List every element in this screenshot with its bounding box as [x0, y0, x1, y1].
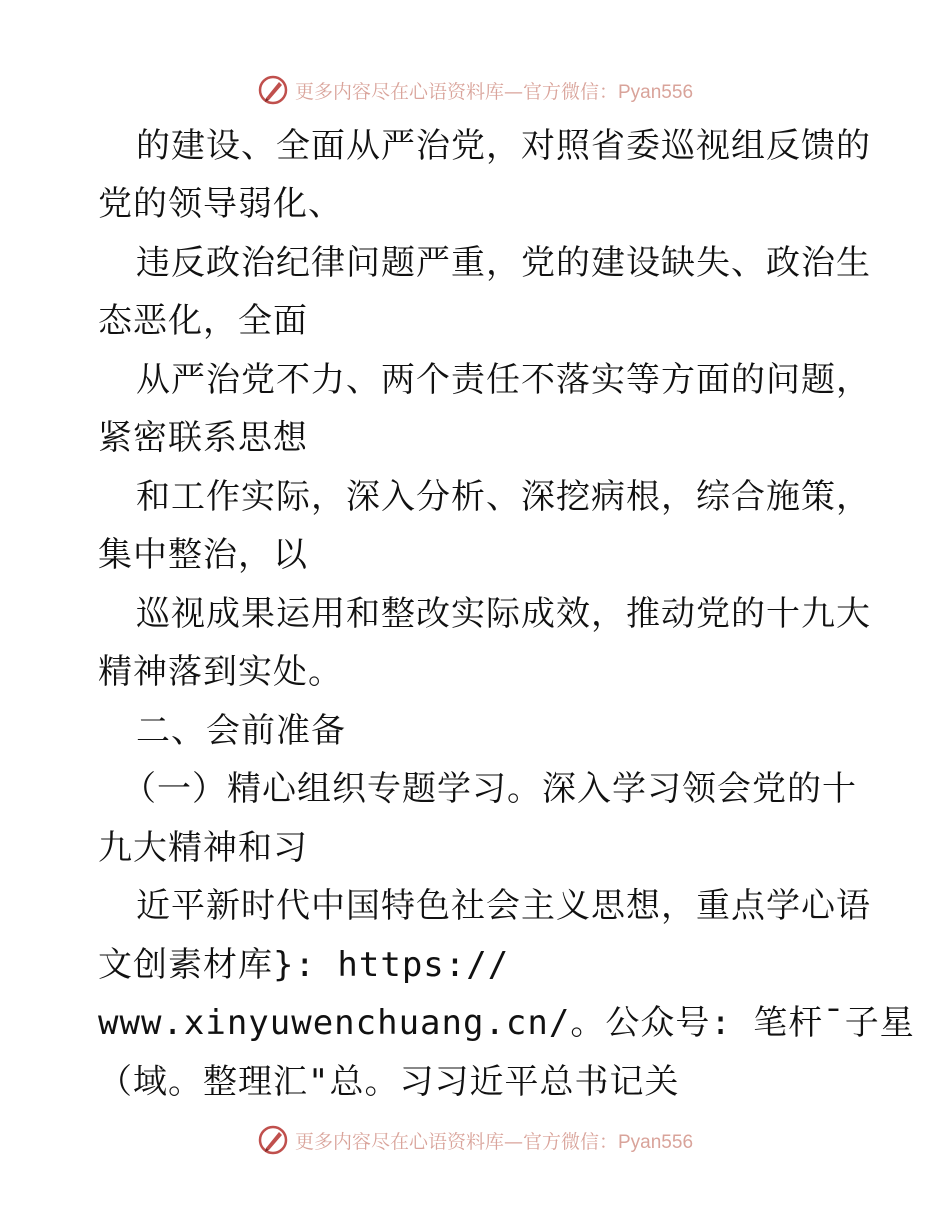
header-account: Pyan556: [618, 81, 694, 103]
body-line-5: 从严治党不力、两个责任不落实等方面的问题，: [136, 360, 871, 400]
body-line-8: 集中整治，以: [98, 535, 308, 575]
section-heading: 二、会前准备: [136, 711, 346, 751]
body-line-4: 态恶化，全面: [98, 301, 308, 341]
body-line-2: 党的领导弱化、: [98, 184, 343, 224]
header-banner-text: [295, 77, 693, 104]
body-line-17: （域。整理汇"总。习习近平总书记关: [98, 1062, 680, 1102]
body-line-15: 文创素材库}: https://: [98, 945, 510, 985]
header-banner: [0, 70, 950, 110]
footer-dash: —: [503, 1130, 523, 1153]
body-line-6: 紧密联系思想: [98, 418, 308, 458]
body-line-3: 违反政治纪律问题严重，党的建设缺失、政治生: [136, 243, 871, 283]
footer-wechat-label: 官方微信：: [522, 1130, 618, 1153]
header-brand: 更多内容尽在心语资料库: [294, 80, 504, 103]
body-line-10: 精神落到实处。: [98, 652, 343, 692]
body-line-1: 的建设、全面从严治党，对照省委巡视组反馈的: [136, 126, 871, 166]
header-dash: —: [503, 80, 523, 103]
pen-logo-icon: [257, 1124, 289, 1156]
footer-account: Pyan556: [618, 1131, 694, 1153]
body-line-13: 九大精神和习: [98, 828, 308, 868]
footer-brand: 更多内容尽在心语资料库: [294, 1130, 504, 1153]
header-wechat-label: 官方微信：: [522, 80, 618, 103]
footer-banner-text: [295, 1127, 693, 1154]
body-line-14: 近平新时代中国特色社会主义思想，重点学心语: [136, 886, 871, 926]
body-line-7: 和工作实际，深入分析、深挖病根，综合施策，: [136, 477, 871, 517]
footer-banner: [0, 1120, 950, 1160]
pen-logo-icon: [257, 74, 289, 106]
body-line-12: （一）精心组织专题学习。深入学习领会党的十: [122, 769, 857, 809]
body-line-9: 巡视成果运用和整改实际成效，推动党的十九大: [136, 594, 871, 634]
body-line-16: www.xinyuwenchuang.cn/。公众号: 笔杆¯子星: [98, 1003, 915, 1043]
